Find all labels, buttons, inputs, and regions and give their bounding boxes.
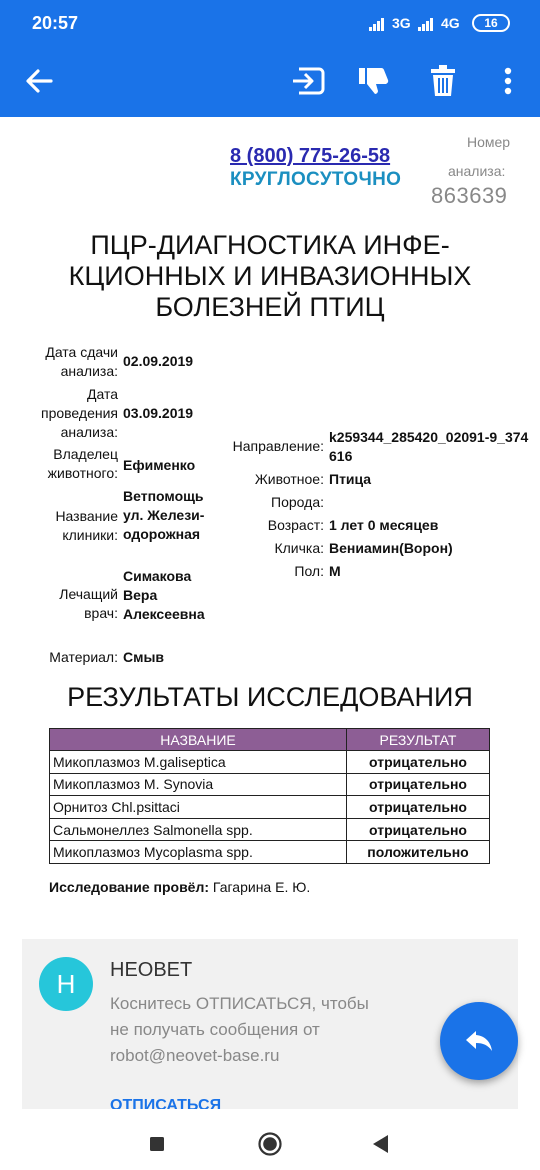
report-spam-button[interactable] — [352, 59, 396, 103]
conducted-by-name: Гагарина Е. Ю. — [212, 879, 311, 895]
system-nav-bar — [0, 1117, 540, 1170]
run-date-label: Дата проведения анализа: — [41, 386, 118, 440]
report-title: ПЦР-ДИАГНОСТИКА ИНФЕ-КЦИОННЫХ И ИНВАЗИОННЫХ БОЛЕЗНЕЙ ПТИЦ — [68, 230, 472, 322]
test-result: отрицательно — [347, 773, 490, 796]
run-date: 03.09.2019 — [123, 405, 194, 421]
clinic: Ветпомощь ул. Желези-одорожная — [123, 488, 205, 542]
nickname-label: Кличка: — [274, 540, 324, 556]
test-result: отрицательно — [347, 796, 490, 819]
test-name: Микоплазмоз Mycoplasma spp. — [50, 841, 347, 864]
square-icon — [149, 1136, 165, 1152]
results-title: РЕЗУЛЬТАТЫ ИССЛЕДОВАНИЯ — [67, 682, 473, 712]
back-nav-button[interactable] — [363, 1127, 397, 1161]
app-bar — [0, 45, 540, 117]
triangle-back-icon — [371, 1134, 389, 1154]
signal-icon — [418, 18, 436, 31]
arrow-back-icon — [25, 69, 53, 93]
table-row — [50, 818, 490, 841]
nickname: Вениамин(Ворон) — [329, 540, 453, 556]
test-name: Сальмонеллез Salmonella spp. — [50, 818, 347, 841]
owner-label: Владелец животного: — [47, 446, 118, 481]
table-row — [50, 841, 490, 864]
home-button[interactable] — [253, 1127, 287, 1161]
unsubscribe-text-line: не получать сообщения от — [110, 1020, 320, 1039]
doctor: Симакова Вера Алексеевна — [123, 568, 205, 622]
email-body[interactable] — [0, 117, 540, 1117]
unsubscribe-button[interactable]: ОТПИСАТЬСЯ — [110, 1097, 222, 1109]
referral-label: Направление: — [232, 438, 324, 454]
thumb-down-icon — [357, 66, 391, 96]
analysis-number: 863639 — [431, 183, 508, 208]
delete-button[interactable] — [421, 59, 465, 103]
animal: Птица — [329, 471, 372, 487]
trash-icon — [429, 65, 457, 97]
material: Смыв — [123, 649, 165, 665]
referral: k259344_285420_02091-9_374616 — [329, 429, 529, 464]
results-header-row — [50, 729, 490, 751]
analysis-number-label: анализа: — [448, 163, 506, 179]
test-name: Орнитоз Chl.psittaci — [50, 796, 347, 819]
unsubscribe-text-line: Коснитесь ОТПИСАТЬСЯ, чтобы — [110, 994, 369, 1013]
results-table — [49, 728, 490, 864]
doctor-label: Лечащий врач: — [59, 586, 118, 621]
submit-date: 02.09.2019 — [123, 353, 194, 369]
test-result: отрицательно — [347, 751, 490, 774]
sex: М — [329, 563, 341, 579]
table-row — [50, 773, 490, 796]
move-to-button[interactable] — [287, 59, 331, 103]
age-label: Возраст: — [267, 517, 324, 533]
conducted-by-label: Исследование провёл: — [49, 879, 210, 895]
network-4g: 4G — [441, 15, 460, 31]
signal-icon — [369, 18, 387, 31]
move-to-inbox-icon — [291, 67, 327, 95]
column-header-name: НАЗВАНИЕ — [50, 729, 347, 751]
battery-icon: 16 — [472, 14, 510, 32]
conducted-by — [49, 879, 310, 895]
animal-label: Животное: — [254, 471, 324, 487]
back-button[interactable] — [17, 59, 61, 103]
status-bar — [0, 0, 540, 45]
owner: Ефименко — [123, 457, 196, 473]
status-time: 20:57 — [32, 13, 79, 33]
test-result: отрицательно — [347, 818, 490, 841]
sender-name: НЕОВЕТ — [110, 959, 193, 981]
sender-avatar[interactable]: Н — [39, 957, 93, 1011]
table-row — [50, 751, 490, 774]
test-result: положительно — [347, 841, 490, 864]
test-name: Микоплазмоз M.galiseptica — [50, 751, 347, 774]
circle-icon — [257, 1131, 283, 1157]
network-3g: 3G — [392, 15, 411, 31]
unsubscribe-text — [110, 991, 430, 1069]
more-vert-icon — [504, 67, 512, 95]
clinic-label: Название клиники: — [55, 508, 118, 543]
submit-date-label: Дата сдачи анализа: — [45, 344, 118, 379]
breed-label: Порода: — [271, 494, 324, 510]
sex-label: Пол: — [294, 563, 324, 579]
column-header-result: РЕЗУЛЬТАТ — [347, 729, 490, 751]
reply-icon — [465, 1030, 493, 1052]
material-label: Материал: — [49, 649, 118, 665]
reply-button[interactable] — [440, 1002, 518, 1080]
age: 1 лет 0 месяцев — [329, 517, 439, 533]
sender-email: robot@neovet-base.ru — [110, 1046, 280, 1065]
more-options-button[interactable] — [486, 59, 530, 103]
table-row — [50, 796, 490, 819]
test-name: Микоплазмоз M. Synovia — [50, 773, 347, 796]
phone-note: КРУГЛОСУТОЧНО — [230, 169, 402, 190]
recents-button[interactable] — [140, 1127, 174, 1161]
phone-link[interactable]: 8 (800) 775-26-58 — [230, 145, 391, 167]
analysis-number-label: Номер — [467, 134, 511, 150]
